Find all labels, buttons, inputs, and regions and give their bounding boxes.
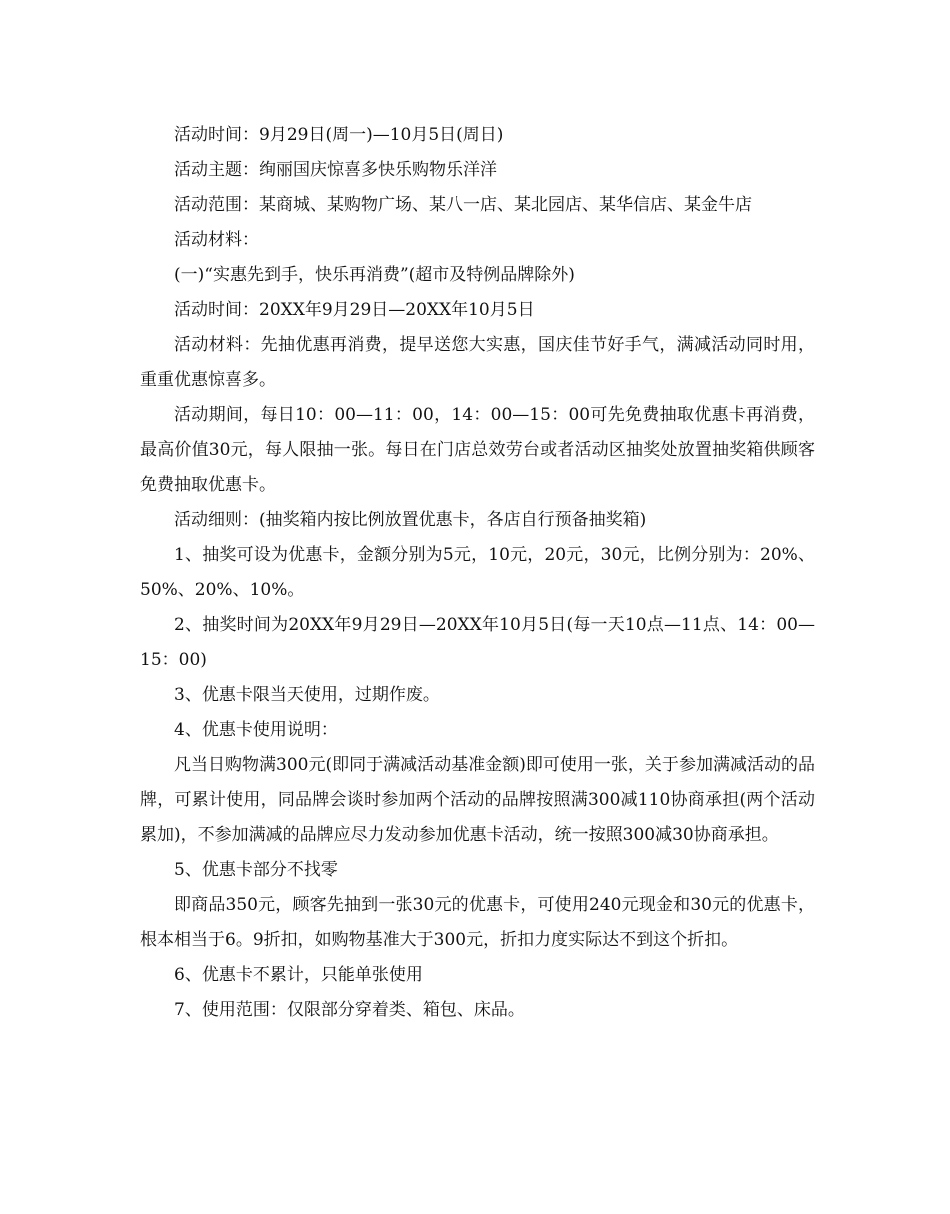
rule-item-2: 2、抽奖时间为20XX年9月29日—20XX年10月5日(每一天10点—11点、14：00—15：00) [140, 615, 815, 670]
rule-item-5: 5、优惠卡部分不找零 [174, 860, 338, 880]
activity-theme-line: 活动主题：绚丽国庆惊喜多快乐购物乐洋洋 [174, 160, 497, 180]
document-body [140, 118, 815, 1028]
section-one-time: 活动时间：20XX年9月29日—20XX年10月5日 [174, 300, 535, 320]
section-one-materials: 活动材料：先抽优惠再消费，提早送您大实惠，国庆佳节好手气，满减活动同时用，重重优惠惊喜多。 [140, 335, 815, 390]
activity-time-line: 活动时间：9月29日(周一)—10月5日(周日) [174, 125, 504, 145]
rule-item-5-detail: 即商品350元，顾客先抽到一张30元的优惠卡，可使用240元现金和30元的优惠卡，根本相当于6。9折扣，如购物基准大于300元，折扣力度实际达不到这个折扣。 [140, 895, 815, 950]
section-one-heading: (一)“实惠先到手，快乐再消费”(超市及特例品牌除外) [174, 265, 575, 285]
activity-period-paragraph: 活动期间，每日10：00—11：00，14：00—15：00可先免费抽取优惠卡再消费，最高价值30元，每人限抽一张。每日在门店总效劳台或者活动区抽奖处放置抽奖箱供顾客免费抽取优惠卡。 [140, 405, 815, 495]
activity-rules-heading: 活动细则：(抽奖箱内按比例放置优惠卡，各店自行预备抽奖箱) [174, 510, 647, 530]
rule-item-6: 6、优惠卡不累计，只能单张使用 [174, 965, 423, 985]
rule-item-1: 1、抽奖可设为优惠卡，金额分别为5元，10元，20元，30元，比例分别为：20%、50%、20%、10%。 [140, 545, 815, 600]
rule-item-7: 7、使用范围：仅限部分穿着类、箱包、床品。 [174, 1000, 525, 1020]
rule-item-4: 4、优惠卡使用说明： [174, 720, 338, 740]
rule-item-4-detail: 凡当日购物满300元(即同于满减活动基准金额)即可使用一张，关于参加满减活动的品牌，可累计使用，同品牌会谈时参加两个活动的品牌按照满300减110协商承担(两个活动累加)，不参加满减的品牌应尽力发动参加优惠卡活动，统一按照300减30协商承担。 [140, 755, 815, 845]
activity-materials-heading: 活动材料： [174, 230, 259, 250]
activity-scope-line: 活动范围：某商城、某购物广场、某八一店、某北园店、某华信店、某金牛店 [174, 195, 752, 215]
rule-item-3: 3、优惠卡限当天使用，过期作废。 [174, 685, 440, 705]
